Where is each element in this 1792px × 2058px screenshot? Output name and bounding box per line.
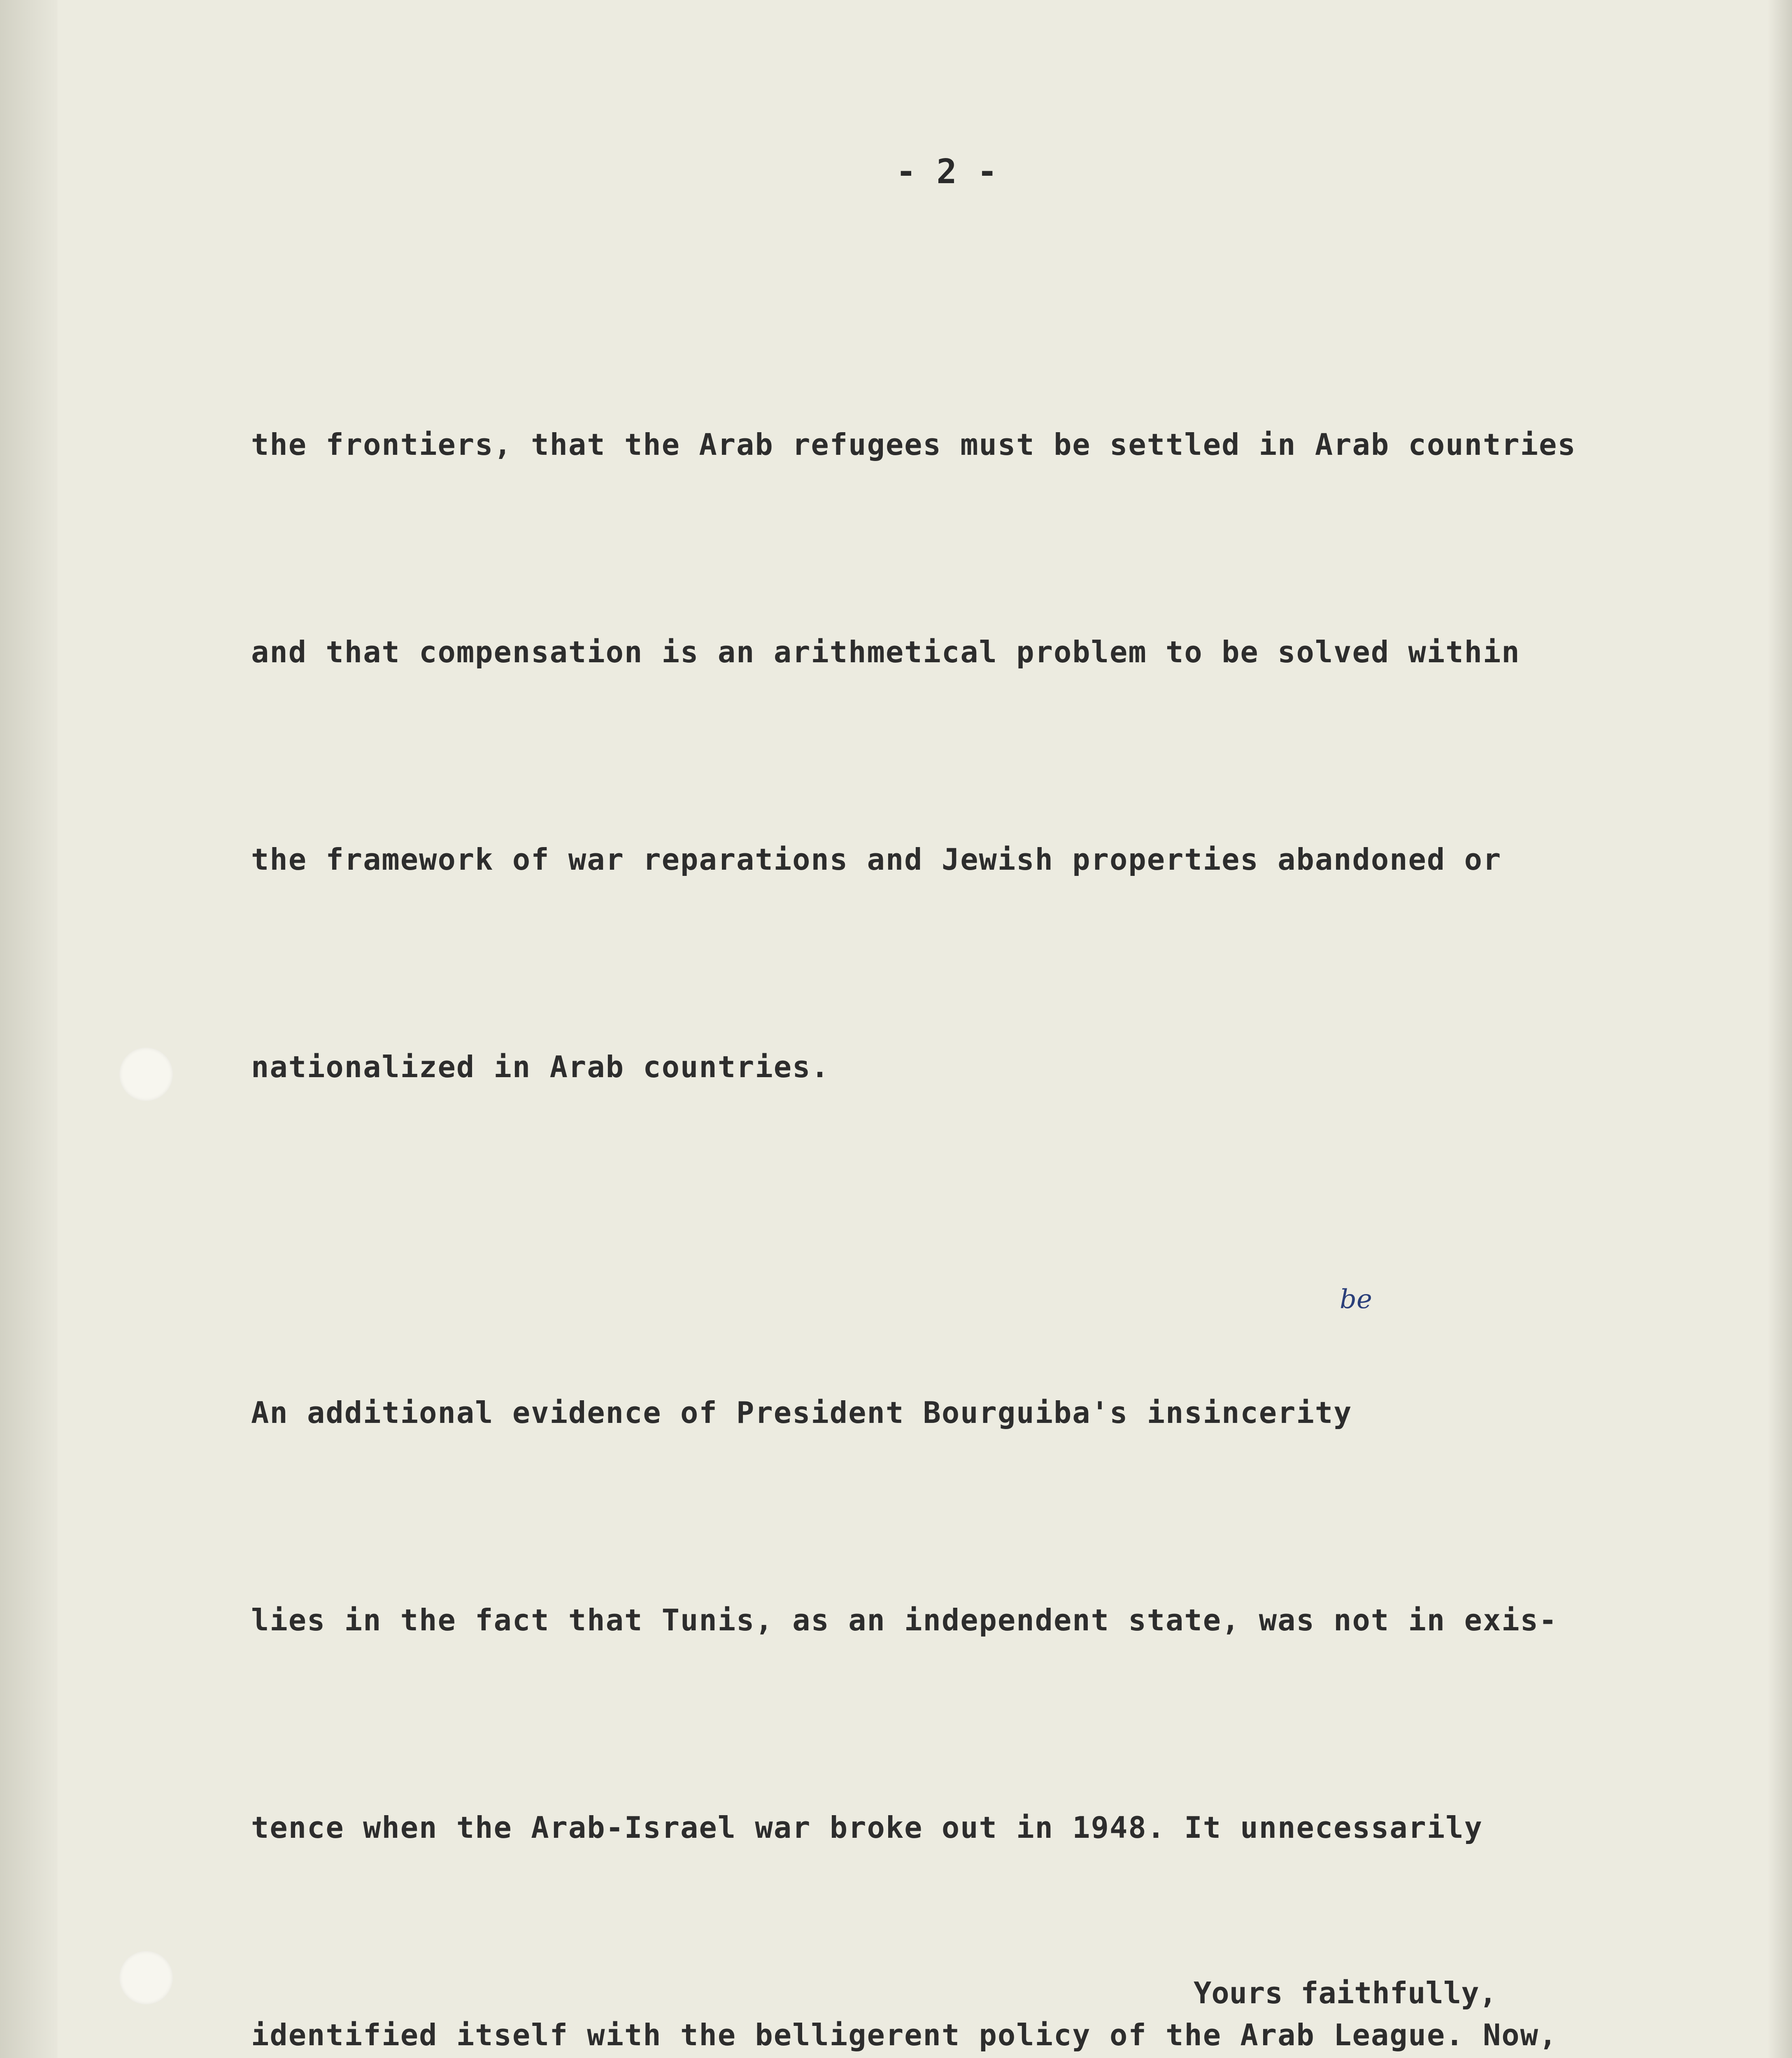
text-line: An additional evidence of President Bourguiba's insincerity bbox=[251, 1395, 1352, 1430]
paper-left-edge bbox=[0, 0, 58, 2058]
text-line: tence when the Arab-Israel war broke out in 1948. It unnecessarily bbox=[251, 1810, 1483, 1845]
punch-hole-bottom bbox=[119, 1951, 173, 2004]
paper-right-edge bbox=[1767, 0, 1792, 2058]
text-line: nationalized in Arab countries. bbox=[251, 1050, 830, 1084]
paragraph-1 bbox=[251, 272, 1749, 1240]
letter-body bbox=[251, 272, 1749, 2058]
text-line: lies in the fact that Tunis, as an independent state, was not in exis- bbox=[251, 1603, 1558, 1637]
text-line: identified itself with the belligerent policy of the Arab League. Now, bbox=[251, 2018, 1558, 2052]
handwritten-insertion: be bbox=[1340, 1284, 1372, 1315]
handwritten-signature bbox=[1050, 2029, 1585, 2058]
closing-salutation: Yours faithfully, bbox=[1194, 1976, 1497, 2010]
punch-hole-top bbox=[119, 1048, 173, 1101]
text-line: the framework of war reparations and Jewish properties abandoned or bbox=[251, 842, 1502, 877]
text-line: and that compensation is an arithmetical problem to be solved within bbox=[251, 635, 1520, 669]
text-line: the frontiers, that the Arab refugees must be settled in Arab countries bbox=[251, 427, 1576, 462]
paragraph-2 bbox=[251, 1240, 1749, 2058]
page-number: - 2 - bbox=[896, 152, 998, 191]
